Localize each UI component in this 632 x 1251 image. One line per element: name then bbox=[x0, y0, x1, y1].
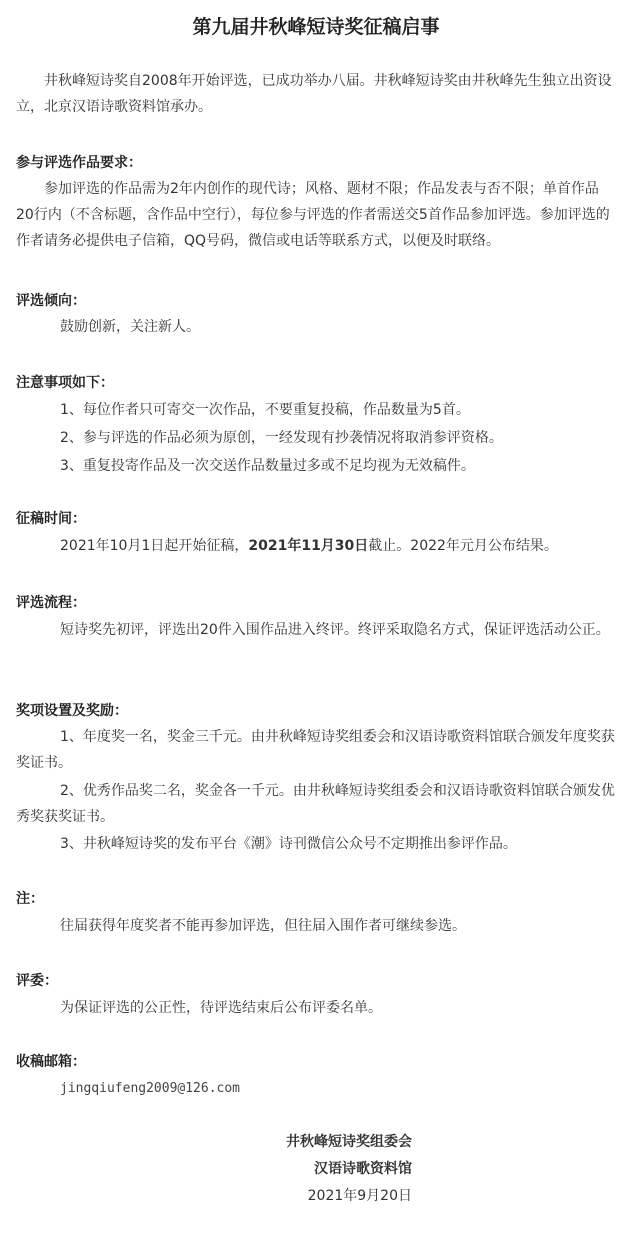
requirements-text: 参加评选的作品需为2年内创作的现代诗；风格、题材不限；作品发表与否不限；单首作品20行内（不含标题，含作品中空行），每位参与评选的作者需送交5首作品参加评选。参加评选的作者请务必提供电子信箱，QQ号码，微信或电话等联系方式，以便及时联络。 bbox=[16, 181, 610, 249]
email-address: jingqiufeng2009@126.com bbox=[60, 1081, 241, 1096]
intro-paragraph: 井秋峰短诗奖自2008年开始评选，已成功举办八届。井秋峰短诗奖由井秋峰先生独立出资设立，北京汉语诗歌资料馆承办。 bbox=[16, 73, 612, 115]
signature-date: 2021年9月20日 bbox=[307, 1188, 412, 1204]
time-heading: 征稿时间： bbox=[16, 511, 86, 527]
process-text: 短诗奖先初评，评选出20件入围作品进入终评。终评采取隐名方式，保证评选活动公正。 bbox=[60, 622, 610, 638]
email-heading: 收稿邮箱： bbox=[16, 1054, 86, 1070]
notes-item-3: 3、重复投寄作品及一次交送作品数量过多或不足均视为无效稿件。 bbox=[60, 458, 475, 474]
awards-heading: 奖项设置及奖励： bbox=[16, 703, 128, 719]
time-text bbox=[60, 533, 616, 559]
tendency-heading: 评选倾向： bbox=[16, 293, 86, 309]
awards-item-3: 3、井秋峰短诗奖的发布平台《潮》诗刊微信公众号不定期推出参评作品。 bbox=[60, 836, 517, 852]
time-deadline: 2021年11月30日 bbox=[248, 538, 369, 554]
judges-text: 为保证评选的公正性，待评选结束后公布评委名单。 bbox=[60, 1000, 382, 1016]
tendency-text: 鼓励创新，关注新人。 bbox=[60, 319, 200, 335]
notes-item-2: 2、参与评选的作品必须为原创，一经发现有抄袭情况将取消参评资格。 bbox=[60, 430, 503, 446]
signature-org-1: 井秋峰短诗奖组委会 bbox=[286, 1134, 412, 1150]
signature-org-2: 汉语诗歌资料馆 bbox=[314, 1161, 412, 1177]
notes-item-1: 1、每位作者只可寄交一次作品，不要重复投稿，作品数量为5首。 bbox=[60, 402, 470, 418]
time-start: 2021年10月1日起开始征稿， bbox=[60, 538, 249, 554]
judges-heading: 评委： bbox=[16, 973, 58, 989]
notes-heading: 注意事项如下： bbox=[16, 375, 114, 391]
note-text: 往届获得年度奖者不能再参加评选，但往届入围作者可继续参选。 bbox=[60, 918, 466, 934]
awards-item-2: 2、优秀作品奖二名，奖金各一千元。由井秋峰短诗奖组委会和汉语诗歌资料馆联合颁发优秀奖获奖证书。 bbox=[16, 783, 615, 825]
time-end: 截止。2022年元月公布结果。 bbox=[368, 538, 558, 554]
page-title: 第九届井秋峰短诗奖征稿启事 bbox=[192, 16, 440, 38]
note-heading: 注： bbox=[16, 891, 44, 907]
requirements-heading: 参与评选作品要求： bbox=[16, 155, 142, 171]
awards-item-1: 1、年度奖一名，奖金三千元。由井秋峰短诗奖组委会和汉语诗歌资料馆联合颁发年度奖获奖证书。 bbox=[16, 729, 615, 771]
process-heading: 评选流程： bbox=[16, 595, 86, 611]
